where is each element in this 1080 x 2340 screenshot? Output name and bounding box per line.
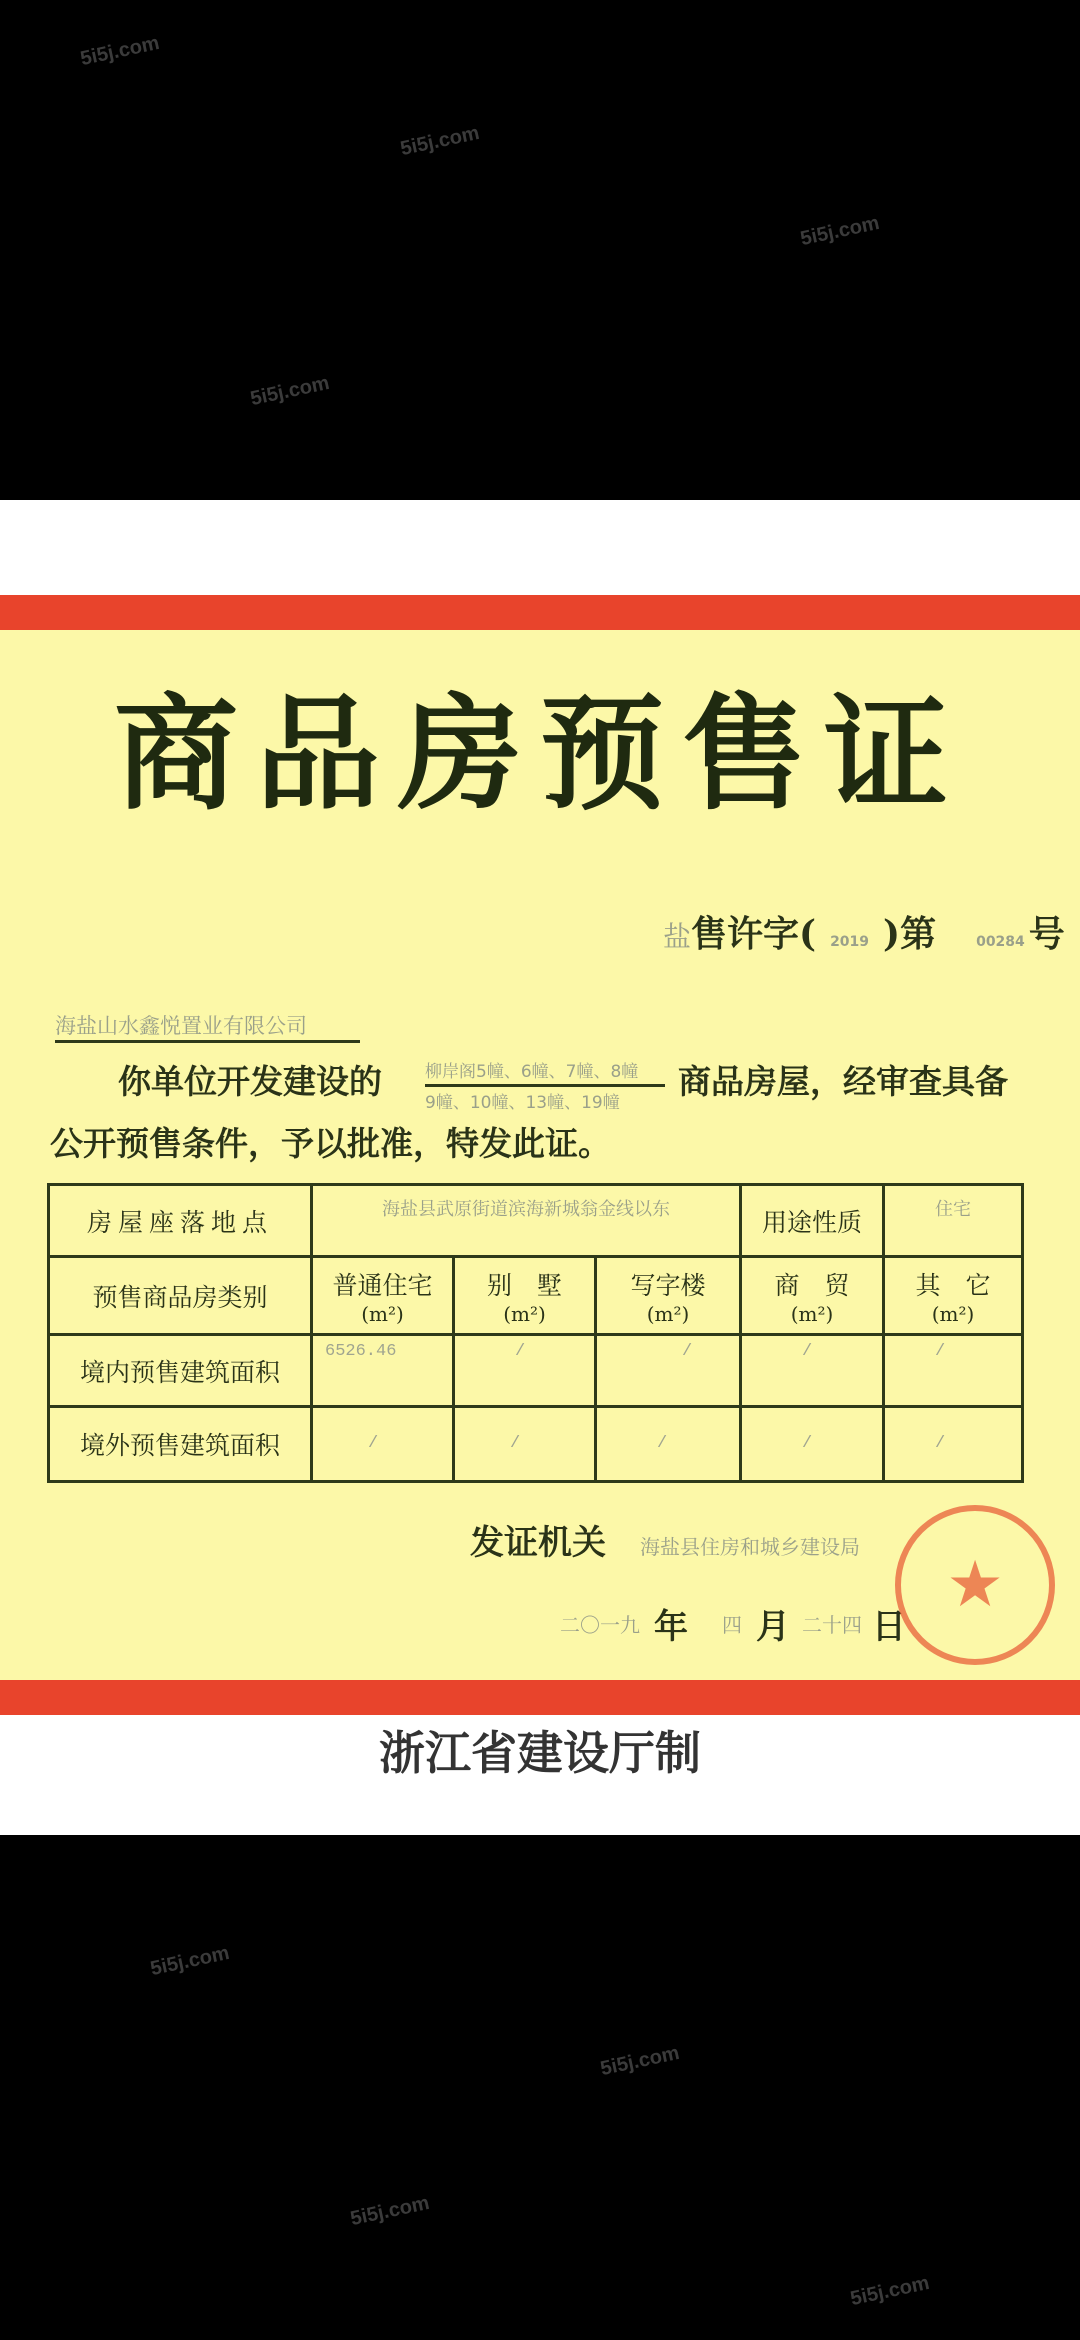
- watermark: 5i5j.com: [248, 371, 332, 411]
- official-seal: [895, 1505, 1055, 1665]
- domestic-value: /: [802, 1342, 813, 1361]
- date-year-label: 年: [654, 1607, 688, 1647]
- seal-star-icon: ★: [946, 1548, 1004, 1622]
- permit-number-line: [663, 910, 1065, 966]
- area-table: [47, 1183, 1024, 1483]
- permit-year: 2019: [830, 934, 870, 950]
- watermark: 5i5j.com: [798, 211, 882, 251]
- body-text-end: 商品房屋，经审查具备: [678, 1062, 1008, 1101]
- watermark: 5i5j.com: [398, 121, 482, 161]
- date-year: 二〇一九: [560, 1613, 640, 1637]
- body-text-line-2: 公开预售条件，予以批准，特发此证。: [50, 1124, 611, 1163]
- date-month-label: 月: [756, 1607, 790, 1647]
- company-name: 海盐山水鑫悦置业有限公司: [55, 1012, 360, 1043]
- unit: (m²): [361, 1301, 404, 1326]
- domestic-value: /: [515, 1342, 526, 1361]
- category-commercial: 商 贸: [774, 1270, 850, 1300]
- unit: (m²): [646, 1301, 690, 1326]
- foreign-value: /: [657, 1434, 668, 1453]
- top-red-band: [0, 595, 1080, 630]
- unit: (m²): [790, 1301, 834, 1326]
- table-row-domestic: [49, 1335, 1023, 1407]
- permit-prefix: 盐: [663, 920, 692, 953]
- domestic-value: 6526.46: [325, 1342, 397, 1361]
- permit-label: 号: [1028, 913, 1065, 955]
- domestic-value: /: [935, 1342, 946, 1361]
- body-text-start: 你单位开发建设的: [118, 1062, 382, 1101]
- domestic-value: /: [682, 1342, 693, 1361]
- foreign-value: /: [368, 1434, 379, 1453]
- watermark: 5i5j.com: [598, 2041, 682, 2081]
- foreign-label: 境外预售建筑面积: [49, 1407, 312, 1482]
- top-margin: [0, 500, 1080, 595]
- table-row-foreign: [49, 1407, 1023, 1482]
- watermark: 5i5j.com: [348, 2191, 432, 2231]
- date-day: 二十四: [802, 1613, 862, 1637]
- watermark: 5i5j.com: [848, 2271, 932, 2311]
- watermark: 5i5j.com: [78, 31, 162, 71]
- date-day-label: 日: [872, 1607, 906, 1647]
- domestic-label: 境内预售建筑面积: [49, 1335, 312, 1407]
- project-line-2: 9幢、10幢、13幢、19幢: [425, 1093, 620, 1113]
- category-villa: 别 墅: [486, 1270, 562, 1300]
- permit-label: )第: [883, 913, 937, 955]
- footer-issuer: 浙江省建设厅制: [379, 1726, 701, 1780]
- date-month: 四: [722, 1613, 742, 1637]
- location-value: 海盐县武原街道滨海新城翁金线以东: [382, 1199, 670, 1220]
- category-residential: 普通住宅: [332, 1270, 433, 1300]
- bottom-red-band: [0, 1680, 1080, 1715]
- certificate-title: 商品房预售证: [113, 682, 966, 827]
- category-office: 写字楼: [630, 1270, 706, 1300]
- foreign-value: /: [935, 1434, 946, 1453]
- unit: (m²): [503, 1301, 546, 1326]
- permit-number: 00284: [976, 934, 1025, 950]
- category-label: 预售商品房类别: [49, 1257, 312, 1335]
- watermark: 5i5j.com: [148, 1941, 232, 1981]
- usage-value: 住宅: [935, 1199, 971, 1220]
- permit-label: 售许字(: [691, 913, 817, 955]
- project-line-1: 柳岸阁5幢、6幢、7幢、8幢: [425, 1060, 665, 1087]
- category-other: 其 它: [915, 1270, 991, 1300]
- foreign-value: /: [510, 1434, 521, 1453]
- issuer-value: 海盐县住房和城乡建设局: [640, 1535, 860, 1559]
- location-label: 房屋座落地点: [49, 1185, 312, 1257]
- unit: (m²): [931, 1301, 975, 1326]
- usage-label: 用途性质: [741, 1185, 884, 1257]
- foreign-value: /: [802, 1434, 813, 1453]
- issuer-label: 发证机关: [470, 1523, 606, 1563]
